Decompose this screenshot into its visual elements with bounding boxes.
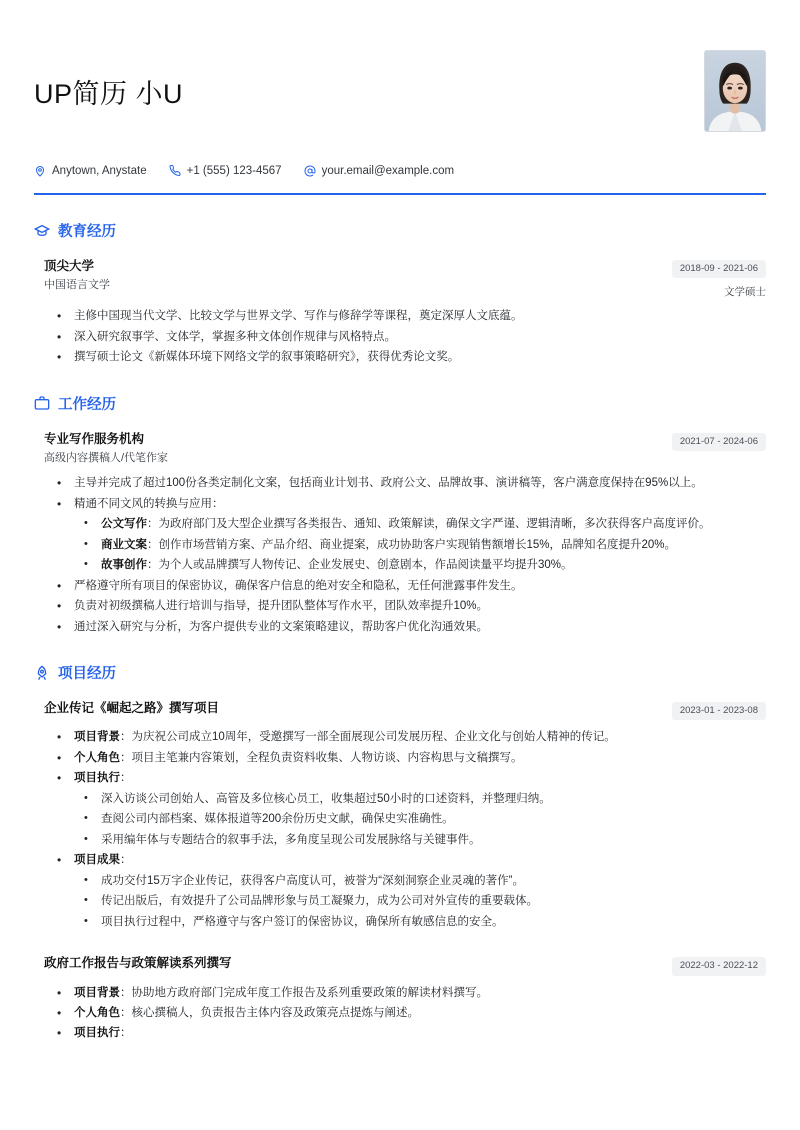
sub-label: 商业文案 xyxy=(101,538,147,551)
work-sub-list xyxy=(74,514,766,575)
list-item xyxy=(44,1023,766,1043)
bullet-text: ： xyxy=(120,1027,132,1040)
education-entry xyxy=(44,257,766,368)
list-item: • 通过深入研究与分析，为客户提供专业的文案策略建议，帮助客户优化沟通效果。 xyxy=(44,617,766,637)
portrait-photo-icon xyxy=(705,51,765,131)
bullet-text: ：项目主笔兼内容策划，全程负责资料收集、人物访谈、内容构思与文稿撰写。 xyxy=(120,751,523,764)
education-entry-top xyxy=(44,257,766,299)
bullet-text: ：协助地方政府部门完成年度工作报告及系列重要政策的解读材料撰写。 xyxy=(120,986,488,999)
list-item: • 深入研究叙事学、文体学，掌握多种文体创作规律与风格特点。 xyxy=(44,327,766,347)
project-entry xyxy=(44,699,766,932)
list-item-text: 精通不同文风的转换与应用： xyxy=(74,497,224,510)
graduation-cap-icon xyxy=(34,223,50,239)
bullet-text: ：核心撰稿人，负责报告主体内容及政策亮点提炼与阐述。 xyxy=(120,1006,419,1019)
job-role: 高级内容撰稿人/代笔作家 xyxy=(44,451,169,464)
sub-label: 故事创作 xyxy=(101,559,147,572)
list-item: • 主导并完成了超过100份各类定制化文案，包括商业计划书、政府公文、品牌故事、演讲稿等，客户满意度保持在95%以上。 xyxy=(44,473,766,493)
contact-bar xyxy=(34,165,766,177)
list-item: • 采用编年体与专题结合的叙事手法，多角度呈现公司发展脉络与关键事件。 xyxy=(74,830,766,850)
education-entry-meta xyxy=(672,257,766,299)
list-item: • 主修中国现当代文学、比较文学与世界文学、写作与修辞学等课程，奠定深厚人文底蕴。 xyxy=(44,306,766,326)
section-work-title: 工作经历 xyxy=(58,396,116,413)
contact-email-text: your.email@example.com xyxy=(321,165,455,177)
list-item xyxy=(74,535,766,555)
section-education-header xyxy=(34,220,766,241)
project-sub-list xyxy=(74,871,766,932)
bullet-label: 项目背景 xyxy=(74,986,120,999)
bullet-label: 项目成果 xyxy=(74,854,120,867)
page-title: UP简历 小U xyxy=(34,79,184,109)
bullet-label: 个人角色 xyxy=(74,751,120,764)
list-item xyxy=(74,555,766,575)
project-bullet-list xyxy=(44,983,766,1044)
work-entry xyxy=(44,430,766,637)
school-major: 中国语言文学 xyxy=(44,279,110,292)
list-item xyxy=(44,983,766,1003)
project-entry-meta xyxy=(672,954,766,975)
bullet-label: 项目执行 xyxy=(74,772,120,785)
map-pin-icon xyxy=(34,165,46,177)
work-entry-meta xyxy=(672,430,766,451)
sub-text: ：创作市场营销方案、产品介绍、商业提案，成功协助客户实现销售额增长15%，品牌知名度提升20%。 xyxy=(147,538,677,551)
work-bullet-list xyxy=(44,473,766,637)
section-projects-header xyxy=(34,662,766,683)
degree-label: 文学硕士 xyxy=(724,286,766,299)
work-date-badge: 2021-07 - 2024-06 xyxy=(672,433,766,451)
contact-phone-text: +1 (555) 123-4567 xyxy=(186,165,282,177)
bullet-label: 个人角色 xyxy=(74,1006,120,1019)
list-item xyxy=(44,494,766,576)
contact-email xyxy=(304,165,454,177)
contact-phone xyxy=(169,165,282,177)
project-bullet-list xyxy=(44,727,766,932)
list-item xyxy=(44,768,766,850)
resume-header xyxy=(34,52,766,132)
bullet-text: ：为庆祝公司成立10周年，受邀撰写一部全面展现公司发展历程、企业文化与创始人精神的传记。 xyxy=(120,731,616,744)
list-item xyxy=(44,748,766,768)
list-item xyxy=(44,727,766,747)
list-item xyxy=(44,850,766,932)
project-date-badge: 2022-03 - 2022-12 xyxy=(672,957,766,975)
education-entry-main xyxy=(44,257,110,294)
sub-label: 公文写作 xyxy=(101,518,147,531)
list-item: • 严格遵守所有项目的保密协议，确保客户信息的绝对安全和隐私，无任何泄露事件发生。 xyxy=(44,576,766,596)
list-item: • 负责对初级撰稿人进行培训与指导，提升团队整体写作水平，团队效率提升10%。 xyxy=(44,596,766,616)
project-sub-list xyxy=(74,789,766,850)
list-item: • 撰写硕士论文《新媒体环境下网络文学的叙事策略研究》，获得优秀论文奖。 xyxy=(44,347,766,367)
section-work xyxy=(34,393,766,637)
rocket-icon xyxy=(34,665,50,681)
phone-icon xyxy=(169,165,181,177)
work-entry-top xyxy=(44,430,766,467)
work-entry-main xyxy=(44,430,168,467)
bullet-label: 项目背景 xyxy=(74,731,120,744)
education-date-badge: 2018-09 - 2021-06 xyxy=(672,260,766,278)
section-work-header xyxy=(34,393,766,414)
header-left xyxy=(34,52,183,110)
section-education xyxy=(34,220,766,368)
section-education-title: 教育经历 xyxy=(58,224,116,240)
bullet-label: 项目执行 xyxy=(74,1027,120,1040)
project-name: 政府工作报告与政策解读系列撰写 xyxy=(44,956,232,971)
list-item xyxy=(44,1003,766,1023)
bullet-text: ： xyxy=(120,772,132,785)
list-item xyxy=(74,514,766,534)
list-item: • 查阅公司内部档案、媒体报道等200余份历史文献，确保史实准确性。 xyxy=(74,809,766,829)
school-name: 顶尖大学 xyxy=(44,259,95,273)
contact-location xyxy=(34,165,147,177)
avatar xyxy=(704,50,766,132)
bullet-text: ： xyxy=(120,854,132,867)
project-entry-top xyxy=(44,954,766,975)
contact-location-text: Anytown, Anystate xyxy=(52,165,147,177)
sub-text: ：为个人或品牌撰写人物传记、企业发展史、创意剧本，作品阅读量平均提升30%。 xyxy=(147,559,573,572)
list-item: • 项目执行过程中，严格遵守与客户签订的保密协议，确保所有敏感信息的安全。 xyxy=(74,912,766,932)
briefcase-icon xyxy=(34,395,50,411)
project-date-badge: 2023-01 - 2023-08 xyxy=(672,702,766,720)
education-bullet-list xyxy=(44,306,766,367)
project-entry xyxy=(44,954,766,1044)
list-item: • 成功交付15万字企业传记，获得客户高度认可，被誉为“深刻洞察企业灵魂的著作”。 xyxy=(74,871,766,891)
project-name: 企业传记《崛起之路》撰写项目 xyxy=(44,701,220,716)
section-projects xyxy=(34,662,766,1044)
sub-text: ：为政府部门及大型企业撰写各类报告、通知、政策解读，确保文字严谨、逻辑清晰，多次获得客户高度评价。 xyxy=(147,518,711,531)
section-projects-title: 项目经历 xyxy=(58,666,116,683)
company-name: 专业写作服务机构 xyxy=(44,431,145,446)
list-item: • 深入访谈公司创始人、高管及多位核心员工，收集超过50小时的口述资料，并整理归纳。 xyxy=(74,789,766,809)
project-entry-top xyxy=(44,699,766,720)
project-entry-meta xyxy=(672,699,766,720)
at-sign-icon xyxy=(304,165,316,177)
list-item: • 传记出版后，有效提升了公司品牌形象与员工凝聚力，成为公司对外宣传的重要载体。 xyxy=(74,891,766,911)
header-divider xyxy=(34,193,766,195)
